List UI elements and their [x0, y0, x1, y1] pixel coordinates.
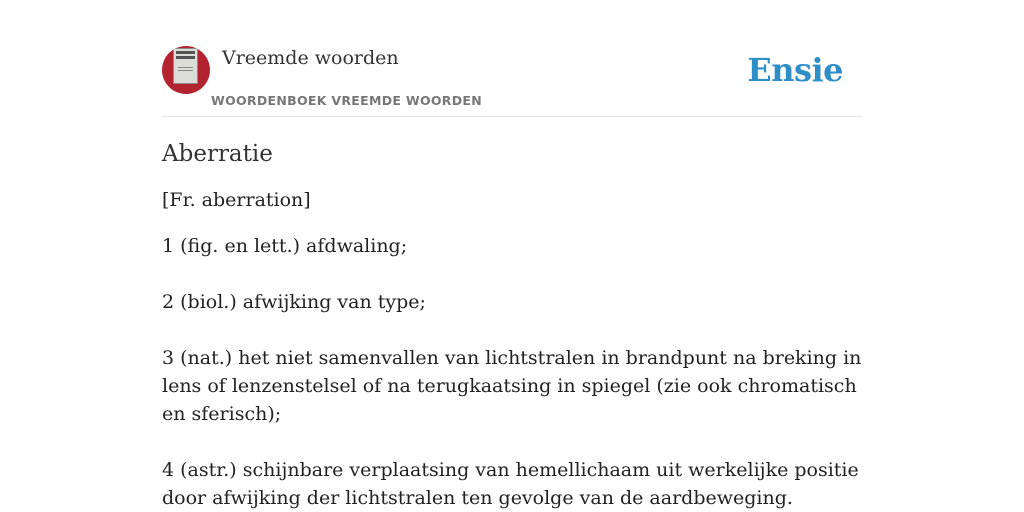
dictionary-title[interactable]: Vreemde woorden	[222, 47, 399, 69]
brand-logo[interactable]: Ensie	[747, 51, 843, 89]
definition-item: 3 (nat.) het niet samenvallen van lichtstralen in brandpunt na breking in lens of lenzenstelsel of na terugkaatsing in spiegel (zie ook chromatisch en sferisch);	[162, 347, 862, 425]
avatar[interactable]	[162, 46, 210, 94]
entry-etymology: [Fr. aberration]	[162, 189, 311, 211]
entry-title: Aberratie	[162, 141, 273, 167]
book-cover-icon	[173, 48, 198, 84]
definition-list	[162, 232, 862, 512]
definition-item: 1 (fig. en lett.) afdwaling;	[162, 235, 408, 257]
dictionary-subtitle: WOORDENBOEK VREEMDE WOORDEN	[211, 93, 482, 108]
definition-item: 4 (astr.) schijnbare verplaatsing van hemellichaam uit werkelijke positie door afwijking der lichtstralen ten gevolge van de aardbeweging.	[162, 459, 859, 509]
header	[162, 46, 862, 117]
entry-content	[162, 138, 862, 512]
definition-item: 2 (biol.) afwijking van type;	[162, 291, 426, 313]
